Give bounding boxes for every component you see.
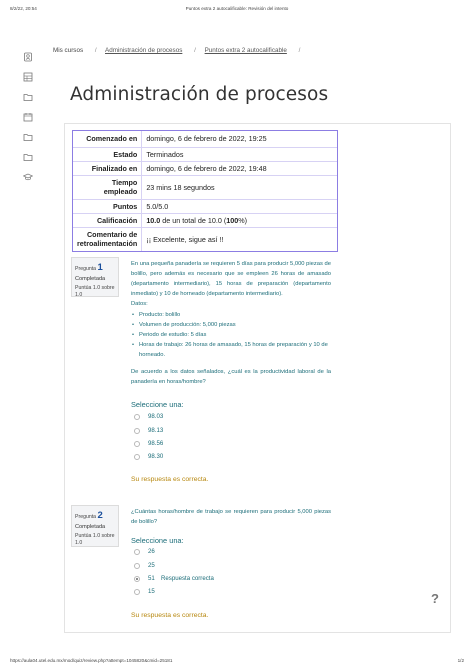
attempt-summary-table [72,130,338,252]
calendar-icon[interactable] [23,112,33,122]
grade-percent: 100 [226,215,239,225]
print-header [0,6,474,16]
option-text: 15 [148,588,155,595]
radio-button[interactable] [134,454,140,460]
radio-button[interactable] [134,549,140,555]
list-item: • Periodo de estudio: 5 días [131,331,331,341]
question-prompt: De acuerdo a los datos señalados, ¿cuál es la productividad laboral de la panadería en horas/hombre? [131,368,331,385]
summary-label: Tiempo empleado [73,175,142,199]
question-label: Pregunta [75,514,97,520]
option-text: 26 [148,548,155,555]
option-text: 51 [148,575,155,582]
summary-value: Terminados [142,147,337,161]
summary-label: Comenzado en [73,131,142,147]
summary-value: domingo, 6 de febrero de 2022, 19:25 [146,134,267,144]
question-number: 2 [97,510,103,521]
question-intro: En una pequeña panadería se requieren 5 días para producir 5,000 piezas de bolillo, pero además es necesario que se empleen 26 horas de amasado (departamento intermediario), 15 horas de preparación (departamento inmediato) y 10 de horneado (departamento intermediario). [131,261,331,297]
breadcrumb-separator: / [298,47,301,54]
summary-value: domingo, 6 de febrero de 2022, 19:48 [142,161,337,175]
question-number: 1 [97,262,103,273]
user-badge-icon[interactable] [23,52,33,62]
summary-label: Puntos [73,199,142,213]
summary-row-feedback [73,227,337,251]
summary-value: 5.0/5.0 [142,199,337,213]
question-state: Completada [75,524,106,531]
radio-button[interactable] [134,589,140,595]
select-one-label: Seleccione una: [131,400,184,409]
select-one-label: Seleccione una: [131,536,184,545]
breadcrumb-item-course[interactable]: Administración de procesos [105,47,183,54]
data-label: Datos: [131,300,148,307]
radio-button[interactable] [134,414,140,420]
print-datetime: 8/2/22, 20:54 [10,6,37,11]
option-text: 98.30 [148,453,164,460]
question-points: Puntúa 1.0 sobre 1.0 [75,284,115,299]
sidebar-nav [0,40,40,220]
option-text: 98.13 [148,427,164,434]
graduation-cap-icon[interactable] [23,172,33,182]
print-url: https://aula04.utel.edu.mx/mod/quiz/review.php?attempt=1045820&cmid=25181 [10,658,173,663]
list-item: • Horas de trabajo: 26 horas de amasado, 15 horas de preparación y 10 de horneado. [131,341,331,361]
radio-button-selected[interactable] [134,576,140,582]
summary-row-finished [73,161,337,175]
radio-button[interactable] [134,441,140,447]
radio-button[interactable] [134,428,140,434]
breadcrumb-item-mis-cursos[interactable]: Mis cursos [53,47,84,54]
breadcrumb [53,47,307,54]
breadcrumb-separator: / [194,47,196,54]
summary-value: ¡¡ Excelente, sigue así !! [142,227,337,251]
question-label: Pregunta [75,266,97,272]
question-text [131,260,331,388]
summary-label: Estado [73,147,142,161]
page-title: Administración de procesos [70,84,329,105]
data-list [131,311,331,361]
question-info-box [71,257,119,297]
list-item: • Volumen de producción: 5,000 piezas [131,321,331,331]
summary-label: Comentario de retroalimentación [73,227,142,251]
grid-icon[interactable] [23,72,33,82]
folder-icon[interactable] [23,152,33,162]
question-text [131,508,331,528]
radio-button[interactable] [134,563,140,569]
answer-feedback: Su respuesta es correcta. [131,476,209,483]
summary-row-started [73,131,337,147]
summary-value: 23 mins 18 segundos [142,175,337,199]
option-text: 25 [148,562,155,569]
summary-label: Finalizado en [73,161,142,175]
folder-icon[interactable] [23,132,33,142]
question-points: Puntúa 1.0 sobre 1.0 [75,532,115,547]
breadcrumb-item-quiz[interactable]: Puntos extra 2 autocalificable [204,47,287,54]
grade-middle: de un total de 10.0 ( [160,215,227,225]
question-prompt: ¿Cuántas horas/hombre de trabajo se requieren para producir 5,000 piezas de bolillo? [131,509,331,525]
list-item: • Producto: bolillo [131,311,331,321]
summary-row-points [73,199,337,213]
question-state: Completada [75,276,106,283]
summary-value [142,213,337,227]
summary-row-grade [73,213,337,227]
folder-icon[interactable] [23,92,33,102]
breadcrumb-separator: / [94,47,97,54]
print-page-number: 1/2 [457,658,464,663]
grade-score: 10.0 [146,215,161,225]
answer-feedback: Su respuesta es correcta. [131,612,209,619]
print-title: Puntos extra 2 autocalificable: Revisión del intento [185,6,289,11]
question-info-box [71,505,119,547]
summary-row-state [73,147,337,161]
summary-row-time [73,175,337,199]
option-text: 98.03 [148,413,164,420]
option-text: 98.56 [148,440,164,447]
help-icon[interactable]: ? [431,591,439,606]
option-correct-note: Respuesta correcta [161,575,214,582]
grade-end: %) [238,215,248,225]
summary-label: Calificación [73,213,142,227]
